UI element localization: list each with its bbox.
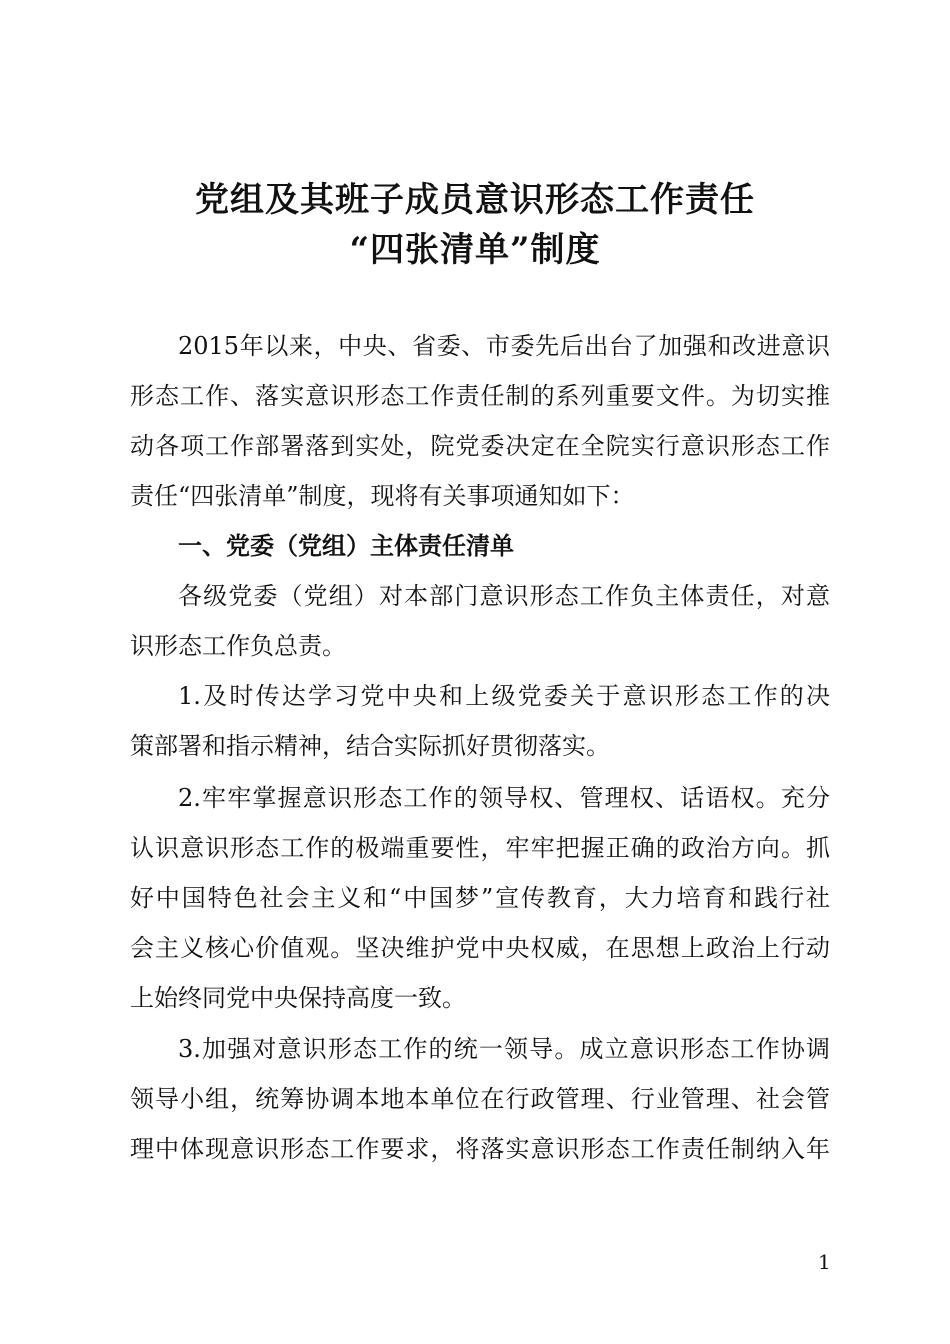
item-3-line: 3.加强对意识形态工作的统一领导。成立意识形态工作协调 xyxy=(178,1035,830,1063)
document-title-line-1: 党组及其班子成员意识形态工作责任 xyxy=(195,180,755,220)
paragraph-line: 各级党委（党组）对本部门意识形态工作负主体责任，对意 xyxy=(178,582,830,610)
section-heading: 一、党委（党组）主体责任清单 xyxy=(178,532,514,560)
item-2-line: 会主义核心价值观。坚决维护党中央权威，在思想上政治上行动 xyxy=(130,934,830,962)
intro-line: 责任“四张清单”制度，现将有关事项通知如下： xyxy=(130,482,635,510)
item-3-line: 领导小组，统筹协调本地本单位在行政管理、行业管理、社会管 xyxy=(130,1085,830,1113)
page-number: 1 xyxy=(818,1250,831,1274)
item-2-line: 2.牢牢掌握意识形态工作的领导权、管理权、话语权。充分 xyxy=(178,784,830,812)
item-3-line: 理中体现意识形态工作要求，将落实意识形态工作责任制纳入年 xyxy=(130,1135,830,1163)
item-2-line: 认识意识形态工作的极端重要性，牢牢把握正确的政治方向。抓 xyxy=(130,834,830,862)
paragraph-line: 识形态工作负总责。 xyxy=(130,632,346,660)
item-1-line: 1.及时传达学习党中央和上级党委关于意识形态工作的决 xyxy=(178,682,830,710)
item-1-line: 策部署和指示精神，结合实际抓好贯彻落实。 xyxy=(130,732,610,760)
item-2-line: 好中国特色社会主义和“中国梦”宣传教育，大力培育和践行社 xyxy=(130,884,830,912)
intro-line: 2015年以来，中央、省委、市委先后出台了加强和改进意识 xyxy=(178,332,830,360)
document-title-line-2: “四张清单”制度 xyxy=(349,230,601,270)
intro-line: 形态工作、落实意识形态工作责任制的系列重要文件。为切实推 xyxy=(130,382,830,410)
intro-line: 动各项工作部署落到实处，院党委决定在全院实行意识形态工作 xyxy=(130,432,830,460)
item-2-line: 上始终同党中央保持高度一致。 xyxy=(130,984,466,1012)
